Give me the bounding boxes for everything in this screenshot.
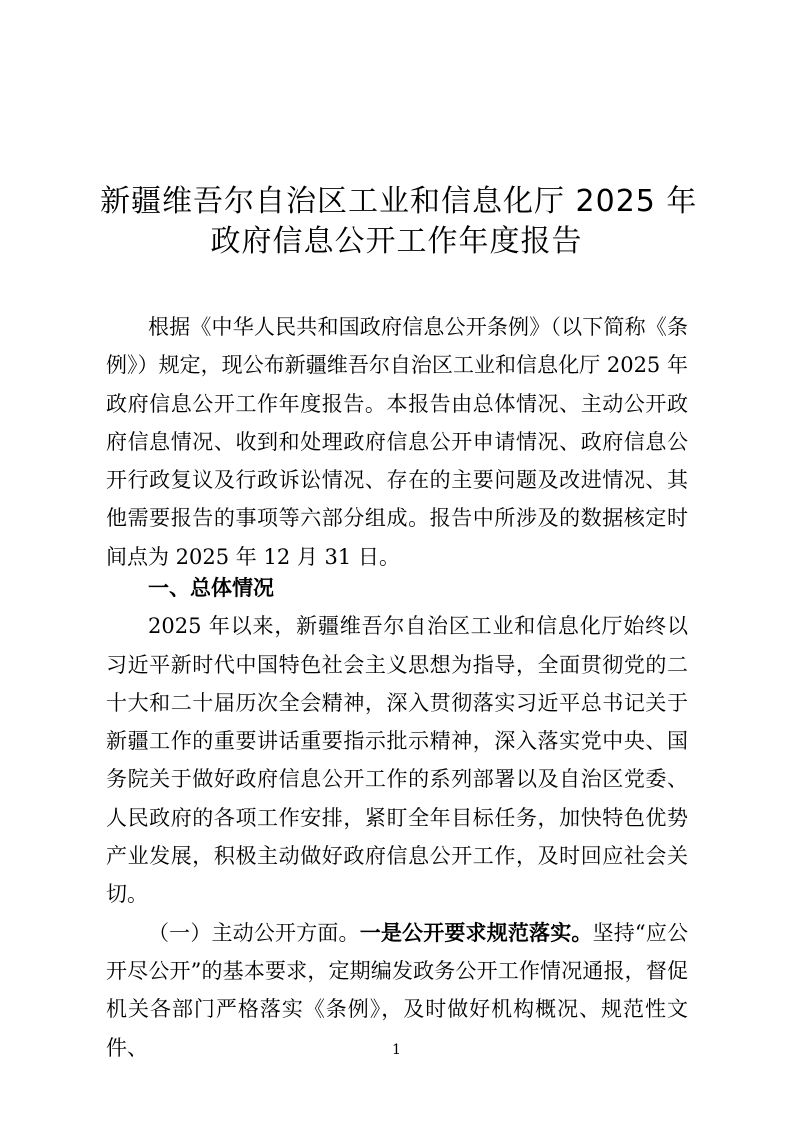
subsection-1-heading: （一）主动公开方面。 xyxy=(148,920,360,945)
intro-paragraph: 根据《中华人民共和国政府信息公开条例》（以下简称《条例》）规定，现公布新疆维吾尔自治区工业和信息化厅 2025 年政府信息公开工作年度报告。本报告由总体情况、主动公开政府信息情况、收到和处理政府信息公开申请情况、政府信息公开行政复议及行政诉讼情况、存在的主要问题及改进情况、其他需要报告的事项等六部分组成。报告中所涉及的数据核定时间点为 2025 年 12 月 31 日。 xyxy=(106,315,688,569)
document-title-line-2: 政府信息公开工作年度报告 xyxy=(210,224,583,259)
section-1 xyxy=(106,569,688,1067)
intro-section xyxy=(106,308,688,576)
subsection-1-emphasis: 一是公开要求规范落实。 xyxy=(359,920,593,945)
section-1-paragraph: 2025 年以来，新疆维吾尔自治区工业和信息化厅始终以习近平新时代中国特色社会主义思想为指导，全面贯彻党的二十大和二十届历次全会精神，深入贯彻落实习近平总书记关于新疆工作的重要讲话重要指示批示精神，深入落实党中央、国务院关于做好政府信息公开工作的系列部署以及自治区党委、人民政府的各项工作安排，紧盯全年目标任务，加快特色优势产业发展，积极主动做好政府信息公开工作，及时回应社会关切。 xyxy=(106,614,688,907)
document-title-line-1: 新疆维吾尔自治区工业和信息化厅 2025 年 xyxy=(100,184,698,219)
section-1-heading: 一、总体情况 xyxy=(148,576,274,600)
subsection-1-text: 坚持“应公开尽公开”的基本要求，定期编发政务公开工作情况通报，督促机关各部门严格落实《条例》，及时做好机构概况、规范性文件、 xyxy=(106,920,688,1060)
page-number: 1 xyxy=(392,1042,401,1058)
